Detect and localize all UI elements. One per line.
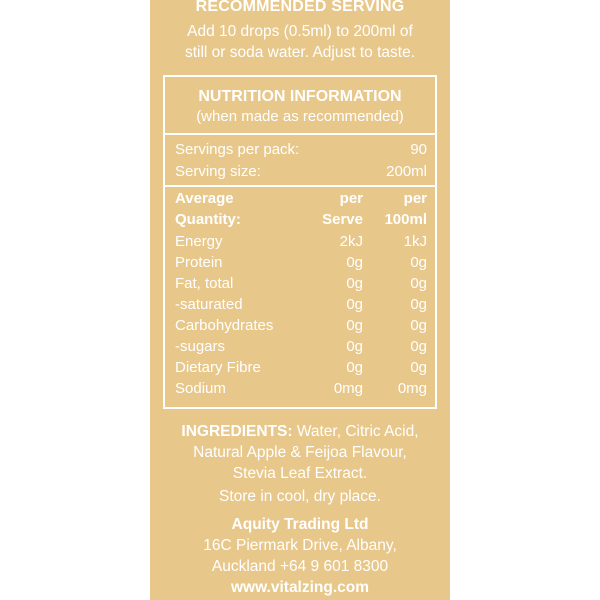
company-address-1: 16C Piermark Drive, Albany, (203, 537, 397, 554)
divider (165, 133, 435, 135)
recommended-serving-text (150, 21, 450, 63)
table-header-row-2 (175, 209, 427, 231)
ingredients-label: INGREDIENTS: (181, 423, 293, 440)
table-row (175, 357, 427, 379)
nutrient-name: -sugars (175, 338, 226, 355)
nutrient-per-100ml: 0g (410, 317, 427, 334)
servings-per-pack-value: 90 (410, 141, 427, 158)
header-per-1: per (339, 190, 363, 207)
ingredients-line-2: Natural Apple & Feijoa Flavour, (193, 444, 407, 461)
nutrient-name: Dietary Fibre (175, 359, 261, 376)
servings-per-pack-label: Servings per pack: (175, 141, 300, 158)
table-header-row-1 (175, 188, 427, 210)
company-address-2: Auckland +64 9 601 8300 (211, 558, 389, 575)
ingredients-line-3: Stevia Leaf Extract. (232, 465, 368, 482)
nutrient-per-100ml: 1kJ (403, 233, 427, 250)
ingredients (150, 421, 450, 484)
nutrient-per-100ml: 0g (410, 359, 427, 376)
nutrient-name: Sodium (175, 380, 226, 397)
nutrition-panel (163, 75, 437, 409)
table-row (175, 273, 427, 295)
nutrient-name: Energy (175, 233, 223, 250)
nutrient-name: Protein (175, 254, 223, 271)
ingredients-line-1 (150, 421, 450, 442)
nutrient-per-serve: 0g (346, 275, 363, 292)
servings-per-pack-row (175, 139, 427, 161)
table-row (175, 378, 427, 400)
nutrient-per-serve: 0g (346, 317, 363, 334)
nutrition-title: NUTRITION INFORMATION (198, 88, 402, 105)
nutrient-per-serve: 0g (346, 254, 363, 271)
header-quantity: Quantity: (175, 211, 241, 228)
nutrition-subtitle: (when made as recommended) (196, 108, 404, 125)
table-row (175, 294, 427, 316)
nutrient-name: -saturated (175, 296, 243, 313)
storage-instructions: Store in cool, dry place. (219, 488, 381, 505)
header-per-2: per (403, 190, 427, 207)
nutrient-per-serve: 0mg (333, 380, 363, 397)
company-website: www.vitalzing.com (230, 579, 370, 596)
header-average: Average (175, 190, 234, 207)
serving-line-1: Add 10 drops (0.5ml) to 200ml of (187, 23, 413, 40)
nutrient-per-serve: 0g (346, 296, 363, 313)
table-row (175, 315, 427, 337)
nutrient-per-serve: 0g (346, 338, 363, 355)
nutrient-per-100ml: 0g (410, 338, 427, 355)
nutrient-name: Carbohydrates (175, 317, 274, 334)
table-row (175, 231, 427, 253)
nutrient-name: Fat, total (175, 275, 234, 292)
header-serve: Serve (322, 211, 363, 228)
company-info (150, 514, 450, 598)
nutrient-per-100ml: 0mg (397, 380, 427, 397)
nutrient-per-serve: 2kJ (339, 233, 363, 250)
nutrient-per-100ml: 0g (410, 275, 427, 292)
serving-size-label: Serving size: (175, 163, 261, 180)
nutrient-per-100ml: 0g (410, 254, 427, 271)
divider (165, 185, 435, 187)
company-name: Aquity Trading Ltd (231, 516, 369, 533)
product-label (150, 0, 450, 600)
recommended-serving-title: RECOMMENDED SERVING (195, 0, 405, 15)
serving-size-row (175, 161, 427, 183)
header-100ml: 100ml (384, 211, 427, 228)
table-row (175, 336, 427, 358)
serving-line-2: still or soda water. Adjust to taste. (184, 44, 416, 61)
ingredients-text-1: Water, Citric Acid, (292, 423, 419, 440)
nutrient-per-serve: 0g (346, 359, 363, 376)
nutrient-per-100ml: 0g (410, 296, 427, 313)
serving-size-value: 200ml (386, 163, 427, 180)
table-row (175, 252, 427, 274)
